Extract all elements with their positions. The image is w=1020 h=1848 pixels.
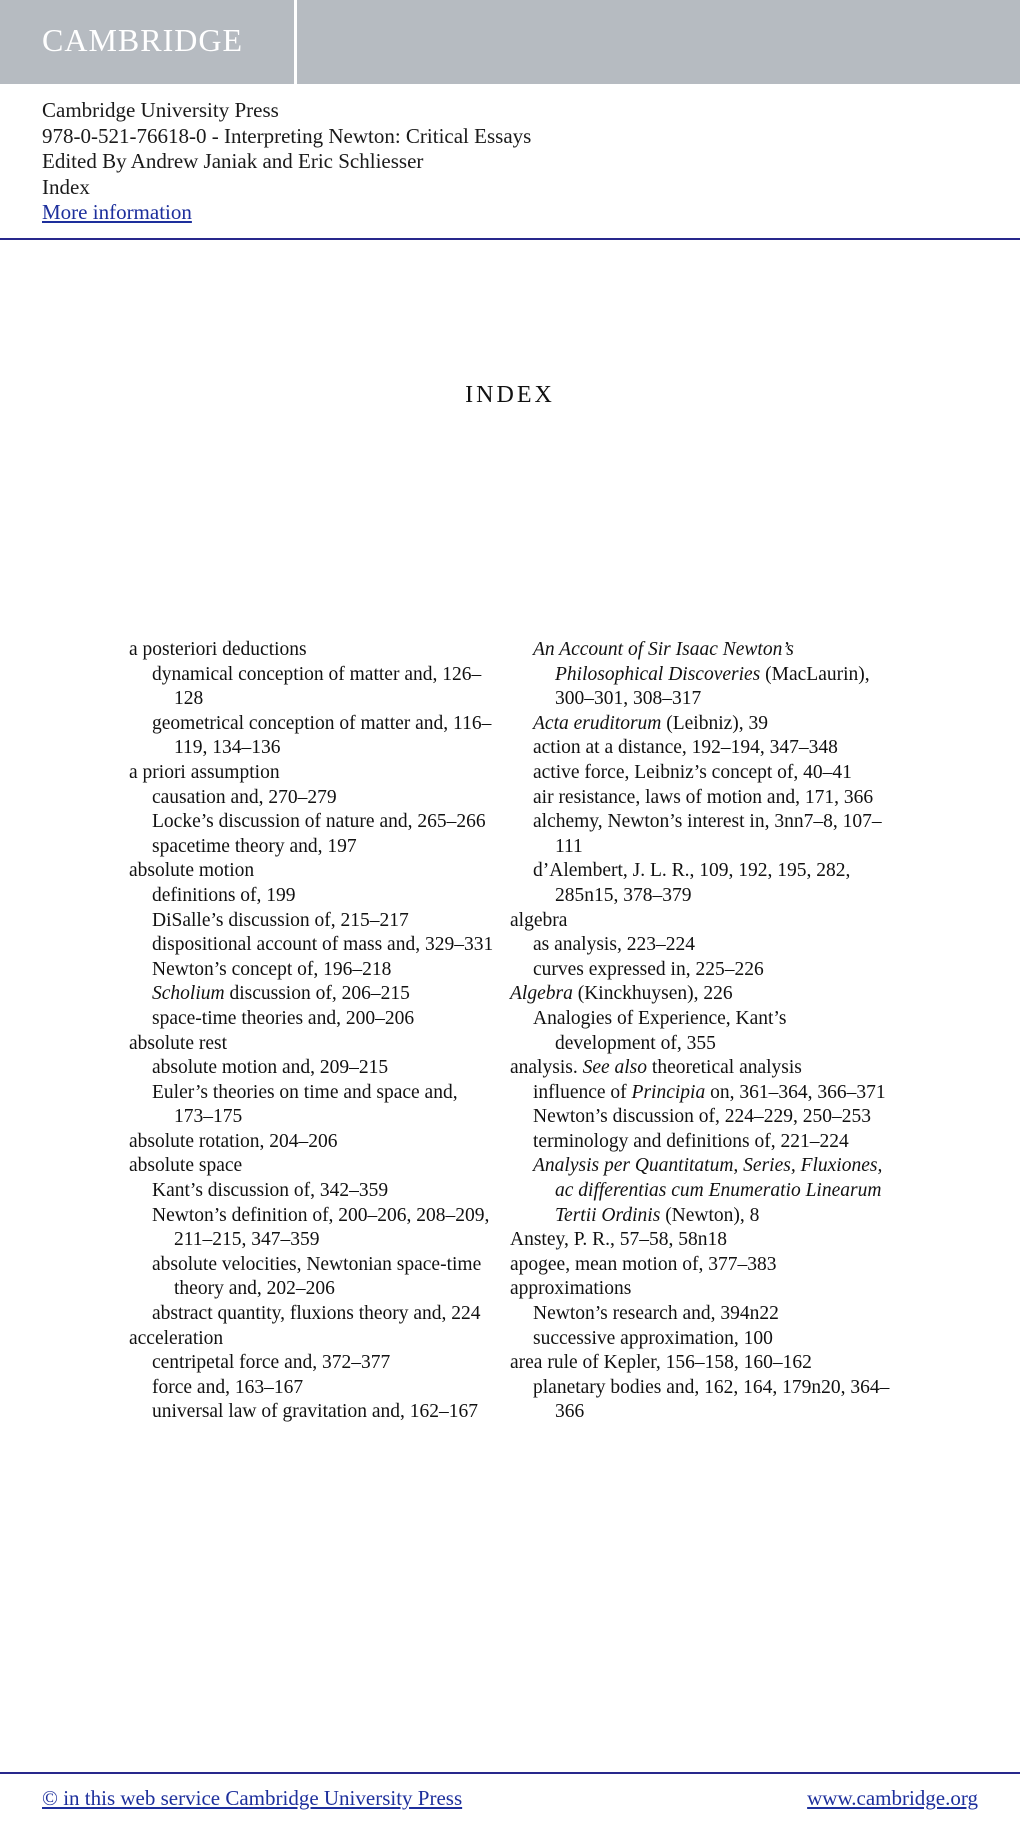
index-entry <box>510 712 890 737</box>
index-subentry: dynamical conception of matter and, 126–128 <box>152 663 482 710</box>
index-column-left <box>129 638 499 1425</box>
index-subentry: causation and, 270–279 <box>152 786 337 808</box>
index-subentry: absolute motion and, 209–215 <box>152 1057 389 1079</box>
logo-text: CAMBRIDGE <box>42 22 244 58</box>
index-subentry-text: discussion of, 206–215 <box>224 983 410 1005</box>
index-subentry <box>510 1081 890 1106</box>
index-entry <box>510 1154 890 1228</box>
index-entry: absolute motion <box>129 860 255 882</box>
index-subentry: Newton’s concept of, 196–218 <box>152 958 392 980</box>
index-subentry: successive approximation, 100 <box>533 1327 773 1349</box>
index-entry: absolute velocities, Newtonian space-time theory and, 202–206 <box>152 1253 482 1300</box>
footer-rule <box>0 1772 1020 1774</box>
index-subentry: terminology and definitions of, 221–224 <box>533 1130 849 1152</box>
index-subentry: curves expressed in, 225–226 <box>533 958 764 980</box>
index-entry-text: (MacLaurin), 300–301, 308–317 <box>555 663 870 710</box>
index-subentry: DiSalle’s discussion of, 215–217 <box>152 909 409 931</box>
index-entry: algebra <box>510 909 568 931</box>
index-entry: approximations <box>510 1278 632 1300</box>
index-subentry: planetary bodies and, 162, 164, 179n20, 364–366 <box>533 1376 890 1423</box>
index-subentry: dispositional account of mass and, 329–331 <box>152 934 494 956</box>
website-link[interactable]: www.cambridge.org <box>807 1786 978 1810</box>
index-entry: d’Alembert, J. L. R., 109, 192, 195, 282, 285n15, 378–379 <box>533 860 851 906</box>
publisher: Cambridge University Press <box>42 98 279 122</box>
editors: Edited By Andrew Janiak and Eric Schliesser <box>42 149 424 173</box>
index-entry <box>510 638 890 712</box>
index-subentry: Euler’s theories on time and space and, 173–175 <box>152 1081 458 1128</box>
index-subentry-text: on, 361–364, 366–371 <box>705 1081 886 1103</box>
header-rule <box>0 238 1020 240</box>
index-subentry: spacetime theory and, 197 <box>152 835 357 857</box>
index-entry: air resistance, laws of motion and, 171, 366 <box>533 786 874 808</box>
index-subentry-prefix: influence of <box>533 1081 632 1103</box>
isbn-title: 978-0-521-76618-0 - Interpreting Newton: Critical Essays <box>42 123 532 148</box>
index-column-right <box>510 638 890 1425</box>
index-subentry: universal law of gravitation and, 162–167 <box>152 1401 479 1423</box>
index-italic-title: Scholium <box>152 983 225 1005</box>
index-entry: absolute rest <box>129 1032 228 1054</box>
index-italic-title: Algebra <box>510 983 573 1005</box>
index-entry: action at a distance, 192–194, 347–348 <box>533 737 838 759</box>
index-italic-title: Principia <box>631 1081 706 1103</box>
index-subentry: Locke’s discussion of nature and, 265–266 <box>152 811 486 833</box>
index-subentry: definitions of, 199 <box>152 884 296 906</box>
book-metadata <box>42 98 531 226</box>
index-entry-text: (Kinckhuysen), 226 <box>572 983 733 1005</box>
page-title: INDEX <box>465 382 555 408</box>
index-subentry: force and, 163–167 <box>152 1376 304 1398</box>
header-banner <box>0 0 1020 84</box>
index-subentry: geometrical conception of matter and, 116–119, 134–136 <box>152 712 492 759</box>
index-entry: alchemy, Newton’s interest in, 3nn7–8, 107–111 <box>533 811 882 857</box>
index-subentry: Kant’s discussion of, 342–359 <box>152 1180 389 1202</box>
index-entry-text: theoretical analysis <box>647 1057 802 1079</box>
index-entry: abstract quantity, fluxions theory and, 224 <box>152 1303 481 1325</box>
index-entry: area rule of Kepler, 156–158, 160–162 <box>510 1352 812 1374</box>
index-subentry: as analysis, 223–224 <box>533 934 695 956</box>
index-subentry: Newton’s discussion of, 224–229, 250–253 <box>533 1106 871 1128</box>
index-subentry: centripetal force and, 372–377 <box>152 1352 391 1374</box>
index-entry: absolute rotation, 204–206 <box>129 1130 338 1152</box>
index-entry: active force, Leibniz’s concept of, 40–41 <box>533 761 852 783</box>
index-subentry: Newton’s definition of, 200–206, 208–209, 211–215, 347–359 <box>152 1204 490 1251</box>
section-label: Index <box>42 174 90 199</box>
index-entry-text: (Newton), 8 <box>660 1204 760 1226</box>
banner-divider <box>294 0 297 84</box>
index-entry: apogee, mean motion of, 377–383 <box>510 1253 777 1275</box>
index-subentry <box>129 982 499 1007</box>
index-subentry: space-time theories and, 200–206 <box>152 1007 415 1029</box>
index-italic-title: Acta eruditorum <box>533 712 662 734</box>
index-entry-prefix: analysis. <box>510 1057 583 1079</box>
copyright-link[interactable]: © in this web service Cambridge University Press <box>42 1786 463 1810</box>
index-italic-title: An Account of Sir Isaac Newton’s Philosophical Discoveries <box>533 639 794 685</box>
index-entry: acceleration <box>129 1327 224 1349</box>
cambridge-logo[interactable] <box>42 22 243 59</box>
index-italic-title: Analysis per Quantitatum, Series, Fluxiones, ac differentias cum Enumeratio Linearum Tertii Ordinis <box>533 1155 883 1226</box>
index-entry: a priori assumption <box>129 761 280 783</box>
see-also-label: See also <box>582 1057 648 1079</box>
index-entry: absolute space <box>129 1155 243 1177</box>
index-entry: Analogies of Experience, Kant’s development of, 355 <box>533 1007 787 1054</box>
index-entry: Anstey, P. R., 57–58, 58n18 <box>510 1229 728 1251</box>
index-entry <box>510 982 890 1007</box>
index-entry-text: (Leibniz), 39 <box>661 712 769 734</box>
index-entry: a posteriori deductions <box>129 639 307 660</box>
more-information-link[interactable]: More information <box>42 200 192 224</box>
index-entry <box>510 1056 890 1081</box>
index-subentry: Newton’s research and, 394n22 <box>533 1303 779 1325</box>
